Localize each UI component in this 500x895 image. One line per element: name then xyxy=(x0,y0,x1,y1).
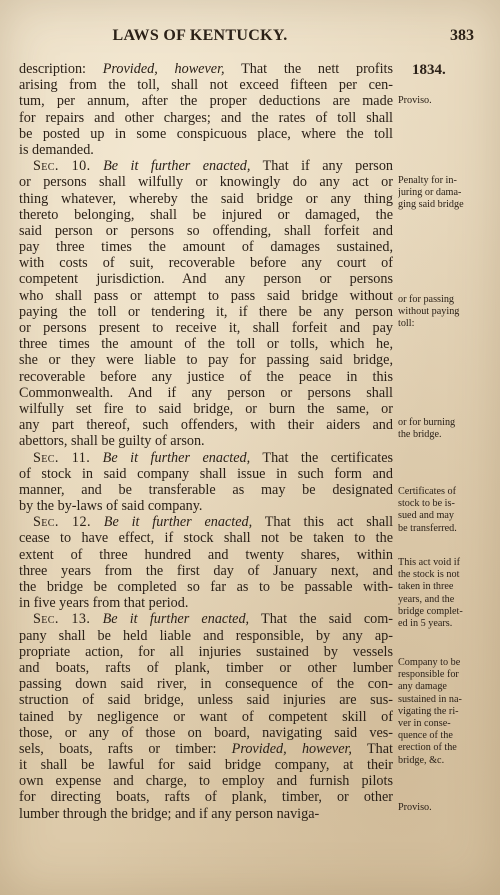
margin-note-line: Certificates of xyxy=(398,486,456,497)
margin-note-line: or for passing xyxy=(398,294,455,305)
text-run: for repairs and other charges; and the rates of toll shall xyxy=(19,109,393,126)
body-line xyxy=(19,806,393,822)
margin-note-line: stock to be is- xyxy=(398,498,455,510)
body-line xyxy=(19,271,393,287)
body-line xyxy=(19,514,393,530)
margin-note-line: bridge, &c. xyxy=(398,754,445,766)
body-line xyxy=(19,417,393,433)
italic-phrase: Be it further enacted, xyxy=(102,449,251,466)
body-line xyxy=(19,223,393,239)
body-line xyxy=(19,191,393,207)
margin-note-line: the stock is not xyxy=(398,569,460,581)
margin-note-line: ging said bridge xyxy=(398,199,464,211)
margin-note-line: Penalty for in- xyxy=(398,175,457,186)
text-run: three years from the first day of January next, and xyxy=(19,562,393,579)
body-line xyxy=(19,450,393,466)
text-run: with costs of suit, recoverable before any court of xyxy=(19,255,393,272)
body-text xyxy=(19,61,393,822)
italic-phrase: Be it further enacted, xyxy=(103,158,251,175)
text-run: pay three times the amount of damages sustained, xyxy=(19,239,393,256)
body-line xyxy=(19,369,393,385)
text-run: thereto belonging, shall be injured or damaged, the xyxy=(19,206,393,223)
page-number: 383 xyxy=(450,27,474,44)
margin-note-line: ver in conse- xyxy=(398,718,451,730)
text-run: struction of said bridge, unless said injuries are sus- xyxy=(19,692,393,709)
body-line xyxy=(19,709,393,725)
margin-note xyxy=(398,557,486,630)
body-line xyxy=(19,563,393,579)
margin-note xyxy=(398,294,486,331)
margin-note-line: Proviso. xyxy=(398,95,432,106)
body-line xyxy=(19,595,393,611)
text-run: the bridge be completed so far as to be passable with- xyxy=(19,579,393,595)
body-line xyxy=(19,336,393,352)
text-run: manner, and be transferable as may be designated xyxy=(19,481,393,498)
text-run: arising from the toll, shall not exceed fifteen per cen- xyxy=(19,77,393,94)
text-run: is demanded. xyxy=(19,141,94,158)
text-run: those, or any of those on board, navigating said ves- xyxy=(19,724,393,741)
body-line xyxy=(19,255,393,271)
text-run: lumber through the bridge; and if any person naviga- xyxy=(19,805,320,822)
text-run: for directing boats, rafts of plank, timber, or other xyxy=(19,789,393,806)
body-line xyxy=(19,93,393,109)
margin-note-line: taken in three xyxy=(398,581,454,593)
text-run: it shall be lawful for said bridge company, at their xyxy=(19,757,393,774)
text-run: That the certificates xyxy=(250,449,393,466)
margin-note-line: erection of the xyxy=(398,742,457,754)
text-run: who shall pass or attempt to pass said bridge without xyxy=(19,287,393,304)
margin-note-line: Company to be xyxy=(398,657,461,668)
text-run xyxy=(90,611,102,627)
section-number: Sec. 11. xyxy=(33,449,91,466)
margin-note xyxy=(398,417,486,441)
text-run: three times the amount of the toll or tolls, which he, xyxy=(19,336,393,353)
margin-note-line: the bridge. xyxy=(398,429,442,441)
margin-note-line: ed in 5 years. xyxy=(398,618,453,630)
body-line xyxy=(19,547,393,563)
text-run: That the nett profits xyxy=(224,61,393,77)
body-line xyxy=(19,644,393,660)
body-line xyxy=(19,401,393,417)
text-run: propriate action, for all injuries sustained by vessels xyxy=(19,643,393,660)
text-run: wilfully set fire to said bridge, or burn the same, or xyxy=(19,400,393,417)
text-run: passing down said river, in consequence of the con- xyxy=(19,676,393,693)
italic-phrase: Be it further enacted, xyxy=(103,514,253,531)
body-line xyxy=(19,239,393,255)
italic-phrase: Provided, however, xyxy=(231,740,352,757)
margin-note-line: years, and the xyxy=(398,593,455,605)
running-header-title: LAWS OF KENTUCKY. xyxy=(112,27,288,44)
text-run: said person or persons so offending, shall forfeit and xyxy=(19,222,393,239)
text-run: abettors, shall be guilty of arson. xyxy=(19,433,205,450)
margin-note-line: bridge complet- xyxy=(398,605,463,617)
body-line xyxy=(19,579,393,595)
margin-year: 1834. xyxy=(412,62,446,78)
body-line xyxy=(19,126,393,142)
text-run: tained by negligence or want of competent skill of xyxy=(19,708,393,725)
italic-phrase: Be it further enacted, xyxy=(102,611,250,628)
margin-note-line: sustained in na- xyxy=(398,693,462,705)
body-line xyxy=(19,498,393,514)
body-line xyxy=(19,530,393,546)
body-line xyxy=(19,628,393,644)
text-run: thing whatever, whereby the said bridge or any thing xyxy=(19,190,393,207)
margin-note xyxy=(398,802,486,814)
text-run: cease to have effect, if stock shall not be taken to the xyxy=(19,530,393,547)
text-run: sels, boats, rafts or timber: xyxy=(19,740,232,757)
text-run xyxy=(91,514,104,530)
body-line xyxy=(19,110,393,126)
section-number: Sec. 13. xyxy=(33,611,91,628)
margin-note-line: quence of the xyxy=(398,730,453,742)
margin-note xyxy=(398,486,486,535)
body-line xyxy=(19,789,393,805)
margin-note xyxy=(398,175,486,212)
body-line xyxy=(19,611,393,627)
margin-note-line: any damage xyxy=(398,681,447,693)
text-run: she or they were liable to pay for passing said bridge, xyxy=(19,352,393,369)
margin-note xyxy=(398,657,486,767)
text-run: or persons shall wilfully or knowingly do any act or xyxy=(19,174,393,191)
body-line xyxy=(19,466,393,482)
text-run: description: xyxy=(19,61,103,77)
text-run: in five years from that period. xyxy=(19,595,189,612)
text-run: competent jurisdiction. And any person or persons xyxy=(19,271,393,288)
text-run: Commonwealth. And if any person or persons shall xyxy=(19,384,393,401)
body-line xyxy=(19,692,393,708)
text-run: That this act shall xyxy=(252,514,393,531)
section-number: Sec. 12. xyxy=(33,514,91,531)
text-run: extent of three hundred and twenty shares, within xyxy=(19,546,393,563)
text-run: That xyxy=(351,740,393,757)
margin-note-line: Proviso. xyxy=(398,802,432,813)
body-line xyxy=(19,77,393,93)
section-number: Sec. 10. xyxy=(33,158,91,175)
text-run: be posted up in some conspicuous place, where the toll xyxy=(19,125,393,142)
body-line xyxy=(19,773,393,789)
body-line xyxy=(19,482,393,498)
text-run: paying the toll or tendering it, if there be any person xyxy=(19,303,393,320)
body-line xyxy=(19,676,393,692)
text-run: own expense and charge, to employ and furnish pilots xyxy=(19,773,393,790)
body-line xyxy=(19,352,393,368)
body-line xyxy=(19,304,393,320)
margin-note-line: vigating the ri- xyxy=(398,705,459,717)
margin-note xyxy=(398,95,486,107)
margin-note-line: juring or dama- xyxy=(398,187,462,199)
text-run: and boats, rafts of plank, timber or other lumber xyxy=(19,659,393,676)
body-line xyxy=(19,757,393,773)
body-line xyxy=(19,207,393,223)
body-line xyxy=(19,385,393,401)
body-line xyxy=(19,174,393,190)
text-run: by the by-laws of said company. xyxy=(19,498,203,515)
margin-note-line: toll: xyxy=(398,318,415,330)
text-run: That if any person xyxy=(250,158,393,175)
margin-note-line: or for burning xyxy=(398,417,456,428)
body-line xyxy=(19,741,393,757)
body-line xyxy=(19,320,393,336)
margin-note-line: without paying xyxy=(398,306,460,318)
italic-phrase: Provided, however, xyxy=(102,61,225,77)
margin-note-line: responsible for xyxy=(398,669,459,681)
text-run: tum, per annum, after the proper deductions are made xyxy=(19,93,393,110)
text-run: of stock in said company shall issue in such form and xyxy=(19,465,393,482)
body-line xyxy=(19,725,393,741)
text-run: any part thereof, such offenders, with their aiders and xyxy=(19,417,393,434)
body-line xyxy=(19,142,393,158)
text-run: recoverable before any justice of the peace in this xyxy=(19,368,393,385)
body-line xyxy=(19,660,393,676)
body-line xyxy=(19,158,393,174)
body-line xyxy=(19,288,393,304)
text-run: That the said com- xyxy=(249,611,393,628)
text-run: pany shall be held liable and responsible, by any ap- xyxy=(19,627,393,644)
text-run: or persons present to receive it, shall forfeit and pay xyxy=(19,320,393,336)
text-run xyxy=(91,158,103,174)
body-line xyxy=(19,61,393,77)
text-run xyxy=(90,450,103,466)
margin-note-line: This act void if xyxy=(398,557,460,568)
body-line xyxy=(19,433,393,449)
margin-note-line: be transferred. xyxy=(398,522,457,534)
margin-note-line: sued and may xyxy=(398,510,455,522)
